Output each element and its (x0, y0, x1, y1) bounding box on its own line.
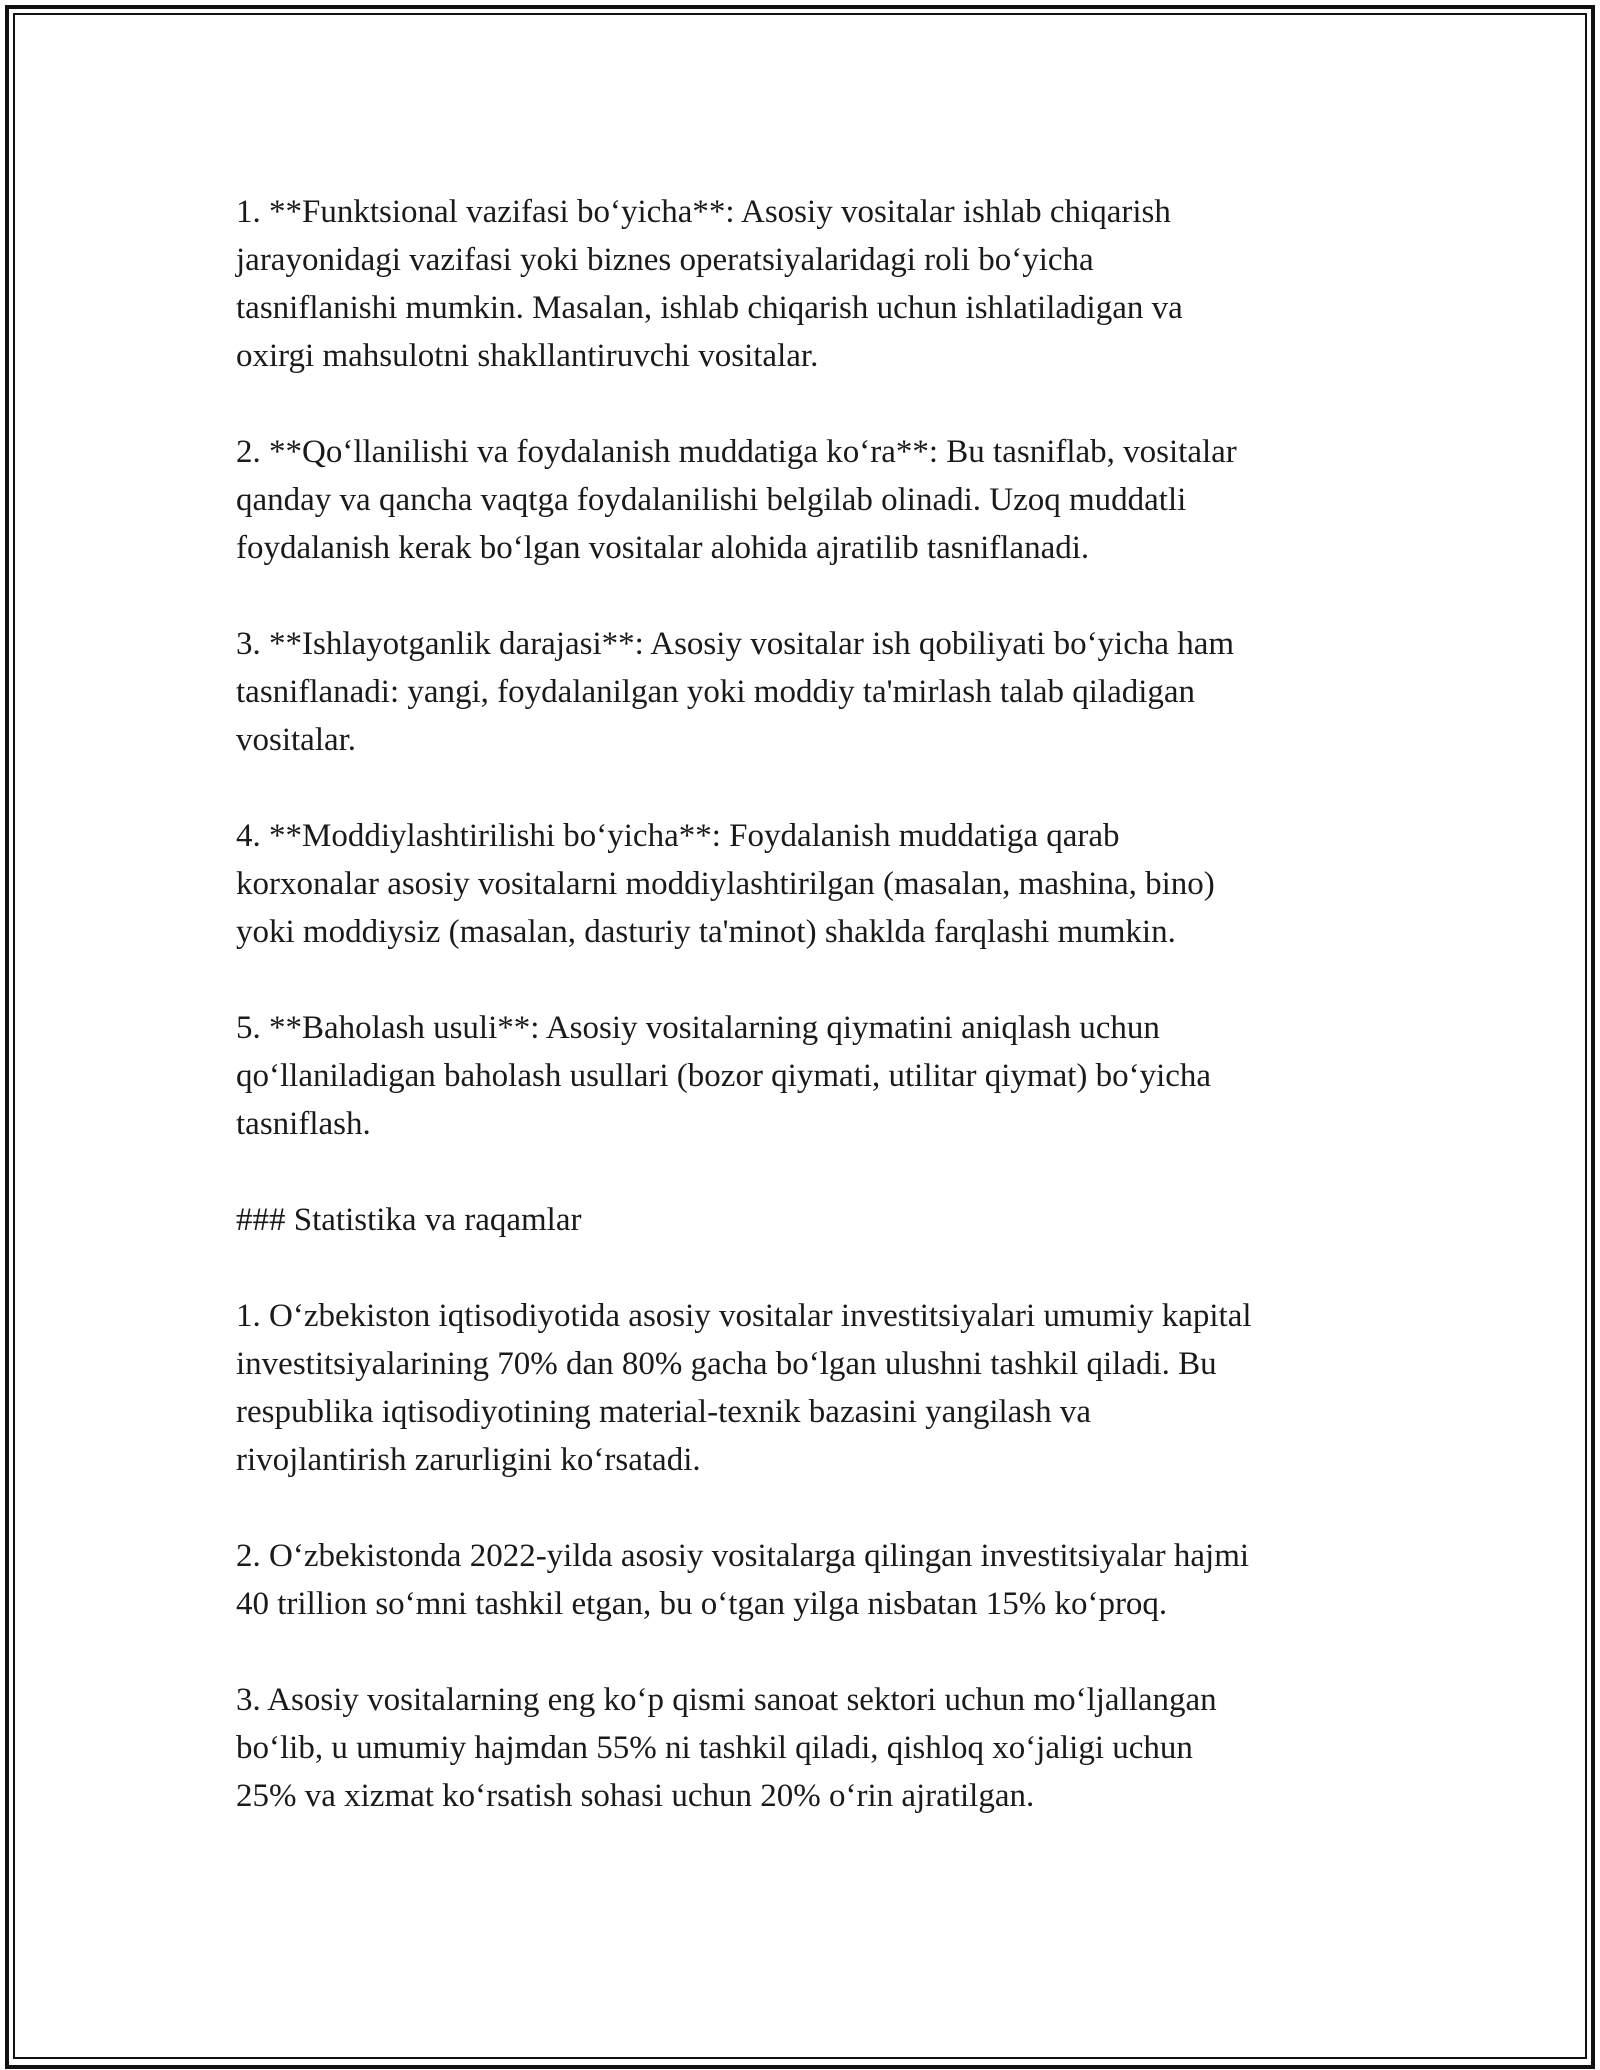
text-line: respublika iqtisodiyotining material-texnik bazasini yangilash va (236, 1394, 1092, 1430)
text-line: 1. **Funktsional vazifasi bo‘yicha**: Asosiy vositalar ishlab chiqarish (236, 194, 1171, 230)
text-line: investitsiyalarining 70% dan 80% gacha bo‘lgan ulushni tashkil qiladi. Bu (236, 1346, 1217, 1382)
text-line: 2. **Qo‘llanilishi va foydalanish muddatiga ko‘ra**: Bu tasniflab, vositalar (236, 434, 1237, 470)
paragraph-statistic-1 (236, 1292, 1376, 1484)
text-line: yoki moddiysiz (masalan, dasturiy ta'minot) shaklda farqlashi mumkin. (236, 914, 1176, 950)
text-line: korxonalar asosiy vositalarni moddiylashtirilgan (masalan, mashina, bino) (236, 866, 1215, 902)
text-line: 3. **Ishlayotganlik darajasi**: Asosiy vositalar ish qobiliyati bo‘yicha ham (236, 626, 1235, 662)
document-body (236, 188, 1376, 1868)
text-line: tasniflanishi mumkin. Masalan, ishlab chiqarish uchun ishlatiladigan va (236, 290, 1183, 326)
text-line: 1. O‘zbekiston iqtisodiyotida asosiy vositalar investitsiyalari umumiy kapital (236, 1298, 1252, 1334)
paragraph-classification-1 (236, 188, 1376, 380)
text-line: tasniflash. (236, 1106, 371, 1142)
text-line: rivojlantirish zarurligini ko‘rsatadi. (236, 1442, 701, 1478)
text-line: 5. **Baholash usuli**: Asosiy vositalarning qiymatini aniqlash uchun (236, 1010, 1160, 1046)
text-line: 2. O‘zbekistonda 2022-yilda asosiy vositalarga qilingan investitsiyalar hajmi (236, 1538, 1250, 1574)
text-line: 25% va xizmat ko‘rsatish sohasi uchun 20% o‘rin ajratilgan. (236, 1778, 1035, 1814)
paragraph-classification-5 (236, 1004, 1376, 1148)
text-line: ### Statistika va raqamlar (236, 1202, 582, 1238)
text-line: qanday va qancha vaqtga foydalanilishi belgilab olinadi. Uzoq muddatli (236, 482, 1187, 518)
paragraph-classification-2 (236, 428, 1376, 572)
text-line: vositalar. (236, 722, 357, 758)
text-line: 4. **Moddiylashtirilishi bo‘yicha**: Foydalanish muddatiga qarab (236, 818, 1120, 854)
paragraph-statistic-2 (236, 1532, 1376, 1628)
text-line: qo‘llaniladigan baholash usullari (bozor qiymati, utilitar qiymat) bo‘yicha (236, 1058, 1212, 1094)
text-line: 40 trillion so‘mni tashkil etgan, bu o‘tgan yilga nisbatan 15% ko‘proq. (236, 1586, 1168, 1622)
text-line: bo‘lib, u umumiy hajmdan 55% ni tashkil qiladi, qishloq xo‘jaligi uchun (236, 1730, 1193, 1766)
text-line: jarayonidagi vazifasi yoki biznes operatsiyalaridagi roli bo‘yicha (236, 242, 1094, 278)
paragraph-classification-3 (236, 620, 1376, 764)
paragraph-statistic-3 (236, 1676, 1376, 1820)
section-heading (236, 1196, 1376, 1244)
text-line: 3. Asosiy vositalarning eng ko‘p qismi sanoat sektori uchun mo‘ljallangan (236, 1682, 1217, 1718)
paragraph-classification-4 (236, 812, 1376, 956)
text-line: tasniflanadi: yangi, foydalanilgan yoki moddiy ta'mirlash talab qiladigan (236, 674, 1196, 710)
text-line: oxirgi mahsulotni shakllantiruvchi vositalar. (236, 338, 819, 374)
text-line: foydalanish kerak bo‘lgan vositalar alohida ajratilib tasniflanadi. (236, 530, 1090, 566)
